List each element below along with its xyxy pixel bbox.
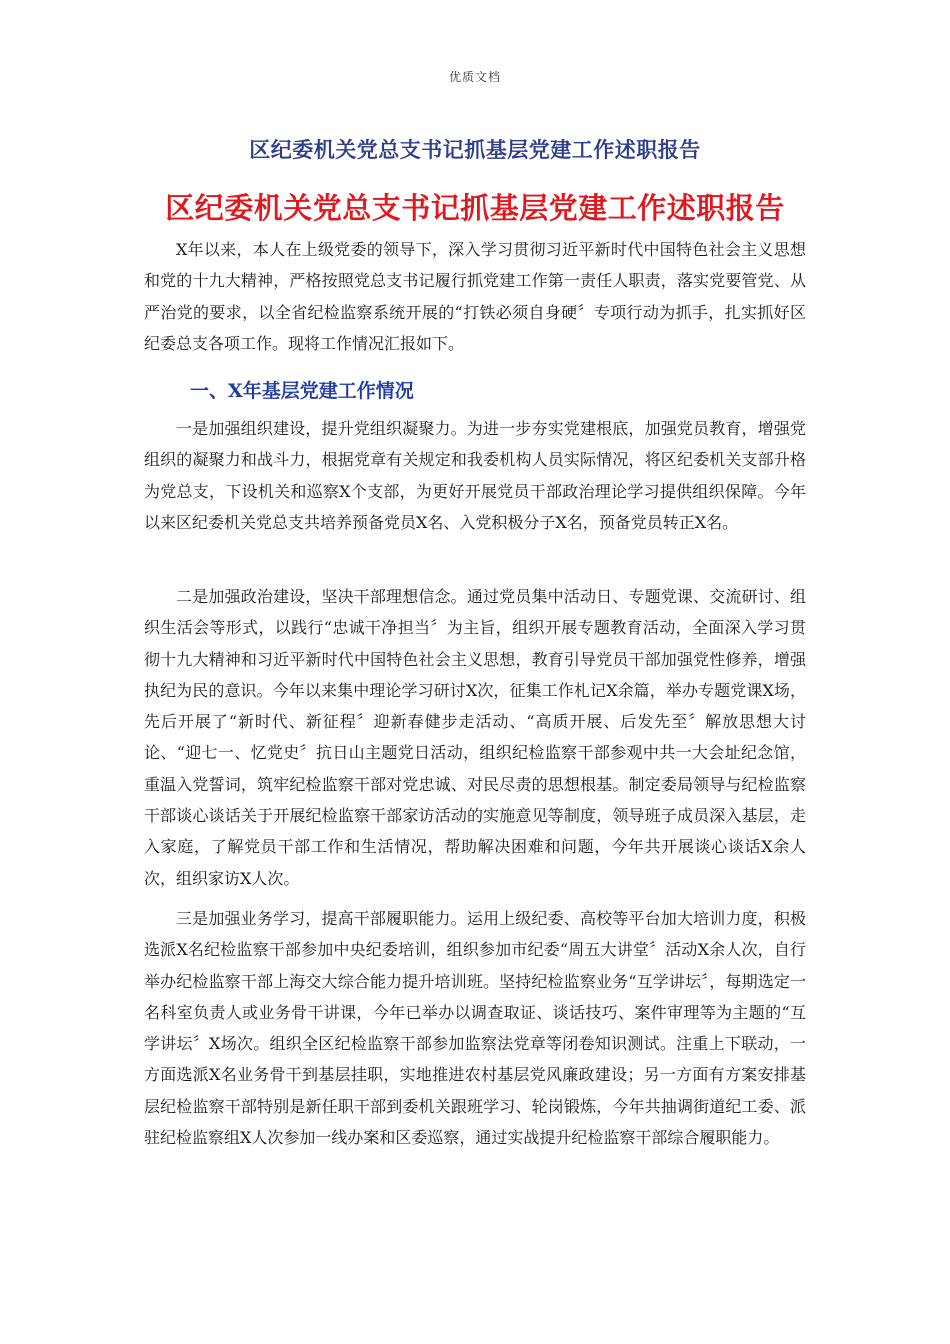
paragraph-political-building: 二是加强政治建设，坚决干部理想信念。通过党员集中活动日、专题党课、交流研讨、组织生活会等形式，以践行“忠诚干净担当〞为主旨，组织开展专题教育活动，全面深入学习贯彻十九大精神和习近平新时代中国特色社会主义思想，教育引导党员干部加强党性修养，增强执纪为民的意识。今年以来集中理论学习研讨X次，征集工作札记X余篇，举办专题党课X场，先后开展了“新时代、新征程〞迎新春健步走活动、“高质开展、后发先至〞解放思想大讨论、“迎七一、忆党史〞抗日山主题党日活动，组织纪检监察干部参观中共一大会址纪念馆，重温入党誓词，筑牢纪检监察干部对党忠诚、对民尽责的思想根基。制定委局领导与纪检监察干部谈心谈话关于开展纪检监察干部家访活动的实施意见等制度，领导班子成员深入基层，走入家庭，了解党员干部工作和生活情况，帮助解决困难和问题，今年共开展谈心谈话X余人次，组织家访X人次。 [144,587,806,888]
intro-paragraph: X年以来，本人在上级党委的领导下，深入学习贯彻习近平新时代中国特色社会主义思想和党的十九大精神，严格按照党总支书记履行抓党建工作第一责任人职责，落实党要管党、从严治党的要求，以全省纪检监察系统开展的“打铁必须自身硬〞专项行动为抓手，扎实抓好区纪委总支各项工作。现将工作情况汇报如下。 [144,240,806,353]
document-title-large: 区纪委机关党总支书记抓基层党建工作述职报告 [165,191,785,225]
document-title-small: 区纪委机关党总支书记抓基层党建工作述职报告 [249,137,701,162]
paragraph-business-learning: 三是加强业务学习，提高干部履职能力。运用上级纪委、高校等平台加大培训力度，积极选派X名纪检监察干部参加中央纪委培训，组织参加市纪委“周五大讲堂〞活动X余人次，自行举办纪检监察干部上海交大综合能力提升培训班。坚持纪检监察业务“互学讲坛〞，每期选定一名科室负责人或业务骨干讲课，今年已举办以调查取证、谈话技巧、案件审理等为主题的“互学讲坛〞X场次。组织全区纪检监察干部参加监察法党章等闭卷知识测试。注重上下联动，一方面选派X名业务骨干到基层挂职，实地推进农村基层党风廉政建设；另一方面有方案安排基层纪检监察干部特别是新任职干部到委机关跟班学习、轮岗锻炼，今年共抽调街道纪工委、派驻纪检监察组X人次参加一线办案和区委巡察，通过实战提升纪检监察干部综合履职能力。 [144,909,806,1148]
document-header-label: 优质文档 [448,70,501,84]
section-heading-one: 一、X年基层党建工作情况 [190,380,414,402]
paragraph-organization-building: 一是加强组织建设，提升党组织凝聚力。为进一步夯实党建根底，加强党员教育，增强党组织的凝聚力和战斗力，根据党章有关规定和我委机构人员实际情况，将区纪委机关支部升格为党总支，下设机关和巡察X个支部，为更好开展党员干部政治理论学习提供组织保障。今年以来区纪委机关党总支共培养预备党员X名、入党积极分子X名，预备党员转正X名。 [144,419,806,532]
